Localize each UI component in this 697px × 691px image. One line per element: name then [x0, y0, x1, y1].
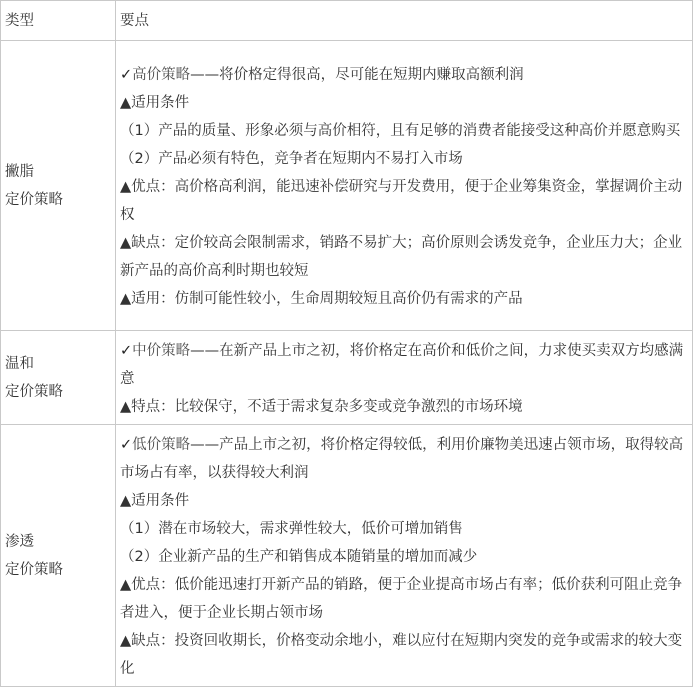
point-item: （1）潜在市场较大，需求弹性较大，低价可增加销售 [120, 520, 463, 537]
type-cell [1, 425, 116, 687]
type-label-line2: 定价策略 [5, 191, 63, 208]
type-label-line1: 渗透 [5, 533, 34, 550]
strategy-heading [120, 431, 688, 487]
type-label-line2: 定价策略 [5, 383, 63, 400]
strategy-name: 中价策略 [132, 342, 191, 359]
point-item: ▲优点：高价格高利润，能迅速补偿研究与开发费用，便于企业筹集资金，掌握调价主动权 [120, 178, 683, 223]
point-item: ▲适用条件 [120, 94, 190, 111]
point-item: ▲适用条件 [120, 492, 190, 509]
strategy-name: 低价策略 [132, 436, 191, 453]
check-icon: ✓ [120, 342, 133, 359]
header-type: 类型 [1, 1, 116, 41]
point-item: （2）企业新产品的生产和销售成本随销量的增加而减少 [120, 548, 478, 565]
points-cell [116, 425, 693, 687]
type-label-line1: 温和 [5, 355, 34, 372]
type-cell [1, 331, 116, 425]
point-item: ▲优点：低价能迅速打开新产品的销路，便于企业提高市场占有率；低价获利可阻止竞争者进入，便于企业长期占领市场 [120, 576, 683, 621]
table-row [1, 41, 693, 331]
point-item: （2）产品必须有特色，竞争者在短期内不易打入市场 [120, 150, 463, 167]
strategy-name: 高价策略 [132, 66, 191, 83]
points-cell [116, 331, 693, 425]
point-item: ▲特点：比较保守，不适于需求复杂多变或竞争激烈的市场环境 [120, 398, 523, 415]
type-label-line1: 撇脂 [5, 163, 34, 180]
check-icon: ✓ [120, 66, 133, 83]
type-cell [1, 41, 116, 331]
type-label-line2: 定价策略 [5, 561, 63, 578]
strategy-desc: ——产品上市之初，将价格定得较低，利用价廉物美迅速占领市场，取得较高市场占有率，以获得较大利润 [120, 436, 684, 481]
point-item: ▲缺点：投资回收期长，价格变动余地小，难以应付在短期内突发的竞争或需求的较大变化 [120, 632, 683, 677]
strategy-desc: ——在新产品上市之初，将价格定在高价和低价之间，力求使买卖双方均感满意 [120, 342, 684, 387]
check-icon: ✓ [120, 436, 133, 453]
strategy-desc: ——将价格定得很高，尽可能在短期内赚取高额利润 [190, 66, 524, 83]
table-row [1, 331, 693, 425]
header-points: 要点 [116, 1, 693, 41]
table-row [1, 425, 693, 687]
point-item: ▲适用：仿制可能性较小，生命周期较短且高价仍有需求的产品 [120, 290, 523, 307]
point-item: （1）产品的质量、形象必须与高价相符，且有足够的消费者能接受这种高价并愿意购买 [120, 122, 681, 139]
strategy-heading [120, 61, 688, 89]
table-header-row [1, 1, 693, 41]
points-cell [116, 41, 693, 331]
strategy-heading [120, 337, 688, 393]
point-item: ▲缺点：定价较高会限制需求，销路不易扩大；高价原则会诱发竞争，企业压力大；企业新产品的高价高利时期也较短 [120, 234, 683, 279]
